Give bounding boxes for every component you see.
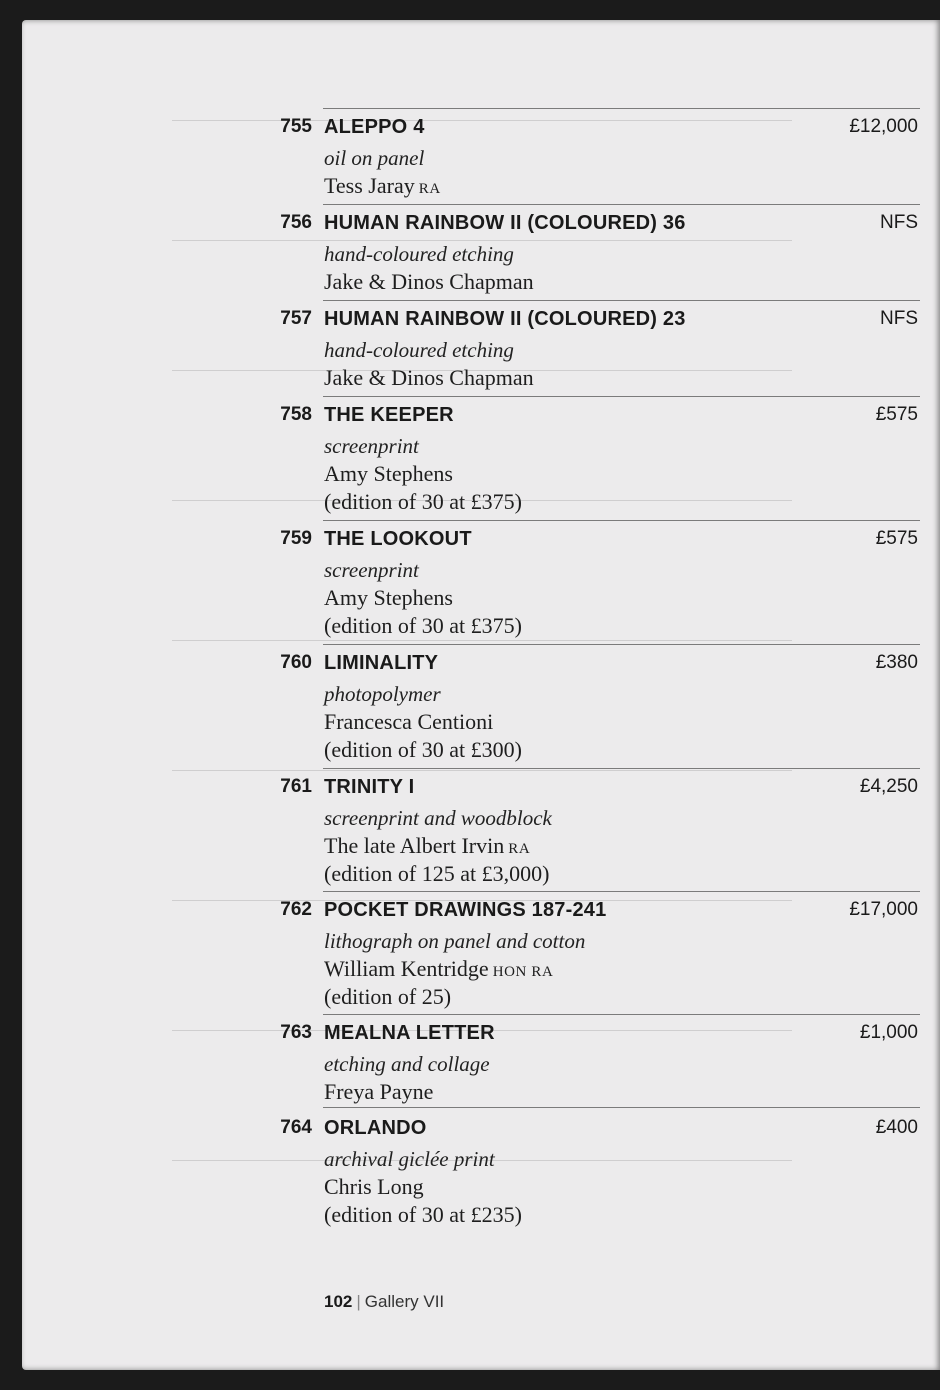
entry-medium: screenprint bbox=[324, 434, 419, 458]
entry-artist: Jake & Dinos Chapman bbox=[324, 269, 534, 294]
entry-honour: RA bbox=[418, 181, 441, 197]
entry-medium: screenprint and woodblock bbox=[324, 806, 552, 830]
entry-divider bbox=[323, 204, 920, 205]
entry-medium: archival giclée print bbox=[324, 1147, 495, 1171]
entry-number: 756 bbox=[280, 212, 312, 233]
section-name: Gallery VII bbox=[364, 1292, 445, 1311]
entry-title: TRINITY I bbox=[324, 776, 415, 798]
entry-divider bbox=[323, 108, 920, 109]
entry-price: £4,250 bbox=[859, 776, 918, 797]
entry-price: £1,000 bbox=[859, 1022, 918, 1043]
entry-divider bbox=[323, 396, 920, 397]
entry-divider bbox=[323, 644, 920, 645]
entry-price: £575 bbox=[875, 404, 918, 425]
entry-honour: RA bbox=[508, 841, 531, 857]
entry-medium: etching and collage bbox=[324, 1052, 490, 1076]
entry-edition: (edition of 30 at £375) bbox=[324, 613, 522, 638]
entry-artist-line bbox=[324, 173, 441, 199]
entry-artist-line bbox=[324, 269, 534, 295]
entry-number: 764 bbox=[280, 1117, 312, 1138]
entry-artist: Tess Jaray bbox=[324, 173, 415, 198]
entry-edition: (edition of 30 at £375) bbox=[324, 489, 522, 514]
entry-medium: screenprint bbox=[324, 558, 419, 582]
entry-edition: (edition of 30 at £300) bbox=[324, 737, 522, 762]
entry-honour: HON RA bbox=[492, 964, 554, 980]
entry-title: ORLANDO bbox=[324, 1117, 427, 1139]
entry-medium: oil on panel bbox=[324, 146, 425, 170]
entry-medium: hand-coloured etching bbox=[324, 242, 514, 266]
entry-artist: William Kentridge bbox=[324, 956, 489, 981]
entry-number: 760 bbox=[280, 652, 312, 673]
entry-artist-line bbox=[324, 833, 530, 859]
entry-divider bbox=[323, 1107, 920, 1108]
entry-artist-line bbox=[324, 1079, 433, 1105]
entry-number: 762 bbox=[280, 899, 312, 920]
entry-artist-line bbox=[324, 1174, 424, 1200]
entry-divider bbox=[323, 768, 920, 769]
entry-artist-line bbox=[324, 709, 493, 735]
entry-title: THE KEEPER bbox=[324, 404, 454, 426]
entry-edition: (edition of 30 at £235) bbox=[324, 1202, 522, 1227]
entry-number: 761 bbox=[280, 776, 312, 797]
entry-title: HUMAN RAINBOW II (COLOURED) 36 bbox=[324, 212, 686, 234]
entry-number: 763 bbox=[280, 1022, 312, 1043]
entry-title: POCKET DRAWINGS 187-241 bbox=[324, 899, 607, 921]
entry-medium: photopolymer bbox=[324, 682, 441, 706]
entry-divider bbox=[323, 300, 920, 301]
entry-artist-line bbox=[324, 461, 453, 487]
entry-divider bbox=[323, 891, 920, 892]
entry-artist: Chris Long bbox=[324, 1174, 424, 1199]
entry-price: £400 bbox=[875, 1117, 918, 1138]
entry-artist: Jake & Dinos Chapman bbox=[324, 365, 534, 390]
entry-number: 755 bbox=[280, 116, 312, 137]
entry-number: 758 bbox=[280, 404, 312, 425]
page-number: 102 bbox=[324, 1292, 353, 1311]
entry-artist: Freya Payne bbox=[324, 1079, 434, 1104]
entry-artist-line bbox=[324, 956, 553, 982]
entry-artist: Amy Stephens bbox=[324, 461, 453, 486]
entry-artist: Francesca Centioni bbox=[324, 709, 494, 734]
entry-number: 759 bbox=[280, 528, 312, 549]
entry-price: NFS bbox=[880, 308, 918, 329]
entry-artist-line bbox=[324, 365, 534, 391]
footer-separator: | bbox=[356, 1292, 361, 1311]
entry-price: NFS bbox=[880, 212, 918, 233]
entry-edition: (edition of 25) bbox=[324, 984, 452, 1009]
entry-price: £17,000 bbox=[849, 899, 918, 920]
entry-divider bbox=[323, 1014, 920, 1015]
entry-medium: hand-coloured etching bbox=[324, 338, 514, 362]
entry-artist: Amy Stephens bbox=[324, 585, 453, 610]
entry-title: LIMINALITY bbox=[324, 652, 439, 674]
entry-number: 757 bbox=[280, 308, 312, 329]
entry-title: ALEPPO 4 bbox=[324, 116, 425, 138]
entry-title: THE LOOKOUT bbox=[324, 528, 472, 550]
entry-price: £380 bbox=[875, 652, 918, 673]
entry-artist-line bbox=[324, 585, 453, 611]
entry-price: £12,000 bbox=[849, 116, 918, 137]
entry-divider bbox=[323, 520, 920, 521]
entry-title: MEALNA LETTER bbox=[324, 1022, 495, 1044]
entry-title: HUMAN RAINBOW II (COLOURED) 23 bbox=[324, 308, 686, 330]
entry-edition: (edition of 125 at £3,000) bbox=[324, 861, 550, 886]
entry-medium: lithograph on panel and cotton bbox=[324, 929, 586, 953]
entry-price: £575 bbox=[875, 528, 918, 549]
entry-artist: The late Albert Irvin bbox=[324, 833, 505, 858]
page-footer bbox=[324, 1292, 444, 1312]
